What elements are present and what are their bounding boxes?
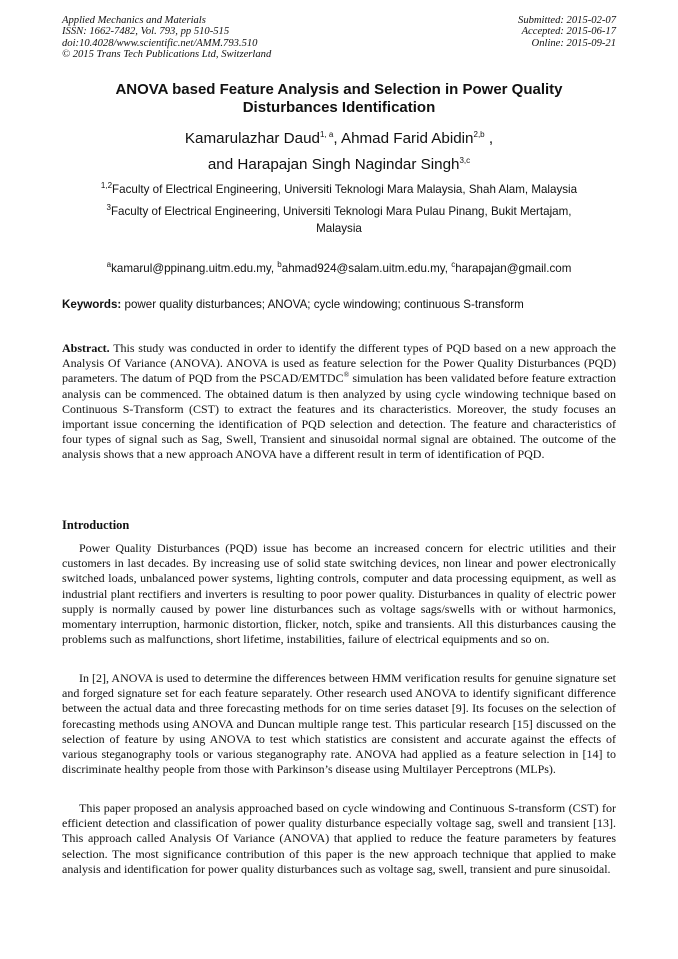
online-date: Online: 2015-09-21 bbox=[531, 37, 616, 49]
paragraph-3: This paper proposed an analysis approached based on cycle windowing and Continuous S-transform (CST) for efficient detection and classification of power quality disturbance especially voltage sag, swell and transient [13]. This approach called Analysis Of Variance (ANOVA) that applied to reduce the feature parameters by features selection. The most significance contribution of this paper is the new approach technique that applied to make analysis and identification for power quality disturbances such as voltage sag, swell, transient and pure sinusoidal. bbox=[62, 801, 616, 876]
affiliation-2 bbox=[62, 203, 616, 237]
abstract-label: Abstract. bbox=[62, 341, 110, 355]
author-3-sup: 3,c bbox=[459, 155, 471, 165]
affiliation-1-text: Faculty of Electrical Engineering, Universiti Teknologi Mara Malaysia, Shah Alam, Malaysia bbox=[112, 183, 578, 196]
journal-header-right bbox=[518, 15, 616, 49]
abstract bbox=[62, 341, 616, 463]
email-2-sup: b bbox=[277, 260, 282, 270]
keywords bbox=[62, 298, 616, 312]
affiliation-1 bbox=[62, 181, 616, 198]
title-line-1: ANOVA based Feature Analysis and Selection in Power Quality bbox=[115, 81, 563, 98]
journal-copyright: © 2015 Trans Tech Publications Ltd, Switzerland bbox=[62, 49, 272, 61]
author-separator: , bbox=[333, 130, 341, 147]
authors-line-1 bbox=[62, 130, 616, 148]
keywords-label: Keywords: bbox=[62, 298, 122, 311]
accepted-date: Accepted: 2015-06-17 bbox=[521, 26, 616, 38]
affiliation-2-country: Malaysia bbox=[316, 222, 362, 235]
author-separator: , bbox=[484, 130, 494, 147]
keywords-text: power quality disturbances; ANOVA; cycle windowing; continuous S-transform bbox=[121, 298, 524, 311]
title-line-2: Disturbances Identification bbox=[242, 99, 436, 116]
authors-line-2 bbox=[62, 156, 616, 174]
introduction-body bbox=[62, 541, 616, 647]
affiliation-2-text: Faculty of Electrical Engineering, Universiti Teknologi Mara Pulau Pinang, Bukit Mertajam, bbox=[110, 205, 572, 218]
journal-header-left bbox=[62, 15, 271, 61]
author-2-name: Ahmad Farid Abidin bbox=[340, 130, 474, 147]
email-3: harapajan@gmail.com bbox=[455, 262, 572, 275]
affiliation-2-sup: 3 bbox=[106, 203, 111, 213]
author-and: and bbox=[207, 156, 238, 173]
author-3-name: Harapajan Singh Nagindar Singh bbox=[237, 156, 460, 173]
author-emails bbox=[62, 262, 616, 276]
introduction-body-2 bbox=[62, 671, 616, 777]
abstract-text-continued: simulation has been validated before feature extraction analysis can be commenced. The obtained datum is then analyzed by using cycle windowing technique based on Continuous S-Transform (CST) to extract the features and its characteristics. Moreover, the study focuses an important issue concerning the identification of PQD selection and detection. The feature and characteristics of four types of signal such as Sag, Swell, Transient and sinusoidal normal signal are obtained. The outcome of the analysis shows that a new approach ANOVA have a different result in term of identification of PQD. bbox=[62, 371, 616, 462]
paragraph-1: Power Quality Disturbances (PQD) issue has become an increased concern for electric utilities and their customers in last decades. By increasing use of solid state switching devices, non linear and power electronically switched loads, unbalanced power systems, lighting controls, computer and data processing equipment, as well as industrial plant rectifiers and inverters is resulting to poor power quality. Disturbances in quality of electric power supply is normally caused by power line disturbances such as voltage sags/swells with or without harmonics, momentary interruption, harmonic distortion, flicker, notch, spike and transients. All this disturbances causing the problems such as malfunctions, short lifetime, instabilities, failure of electrical equipments and so on. bbox=[62, 541, 616, 647]
paragraph-2: In [2], ANOVA is used to determine the differences between HMM verification results for genuine signature set and forged signature set for each feature separately. Other research used ANOVA to identify significant difference between the actual data and three forecasting methods for on time series dataset [9]. Its focuses on the selection of forecasting methods using ANOVA and Duncan multiple range test. This particular research [15] discussed on the selection of feature by using ANOVA to test which statistics are consistent and accurate against the effects of various steganography tools or various steganography rate. ANOVA had applied as a feature selection in [14] to discriminate healthy people from those with Parkinson’s disease using Multilayer Perceptrons (MLPs). bbox=[62, 671, 616, 777]
introduction-body-3 bbox=[62, 801, 616, 877]
submitted-date: Submitted: 2015-02-07 bbox=[518, 15, 616, 26]
affiliation-1-sup: 1,2 bbox=[100, 181, 113, 191]
journal-name: Applied Mechanics and Materials bbox=[62, 15, 206, 26]
registered-mark: ® bbox=[343, 370, 350, 380]
email-1-sup: a bbox=[106, 260, 112, 270]
section-heading-introduction: Introduction bbox=[62, 518, 130, 532]
author-1-name: Kamarulazhar Daud bbox=[184, 130, 320, 147]
email-3-sup: c bbox=[451, 260, 456, 270]
abstract-text: This study was conducted in order to identify the different types of PQD based on a new approach the Analysis Of Variance (ANOVA). ANOVA is used as feature selection for the Power Quality Disturbances (PQD) parameters. The datum of PQD from the PSCAD/EMTDC bbox=[62, 341, 616, 386]
journal-issn: ISSN: 1662-7482, Vol. 793, pp 510-515 bbox=[62, 26, 230, 38]
email-2: ahmad924@salam.uitm.edu.my, bbox=[281, 262, 452, 275]
email-1: kamarul@ppinang.uitm.edu.my, bbox=[111, 262, 278, 275]
author-1-sup: 1, a bbox=[320, 129, 334, 139]
paper-title bbox=[62, 81, 616, 117]
author-2-sup: 2,b bbox=[473, 129, 485, 139]
journal-doi: doi:10.4028/www.scientific.net/AMM.793.510 bbox=[62, 37, 258, 49]
